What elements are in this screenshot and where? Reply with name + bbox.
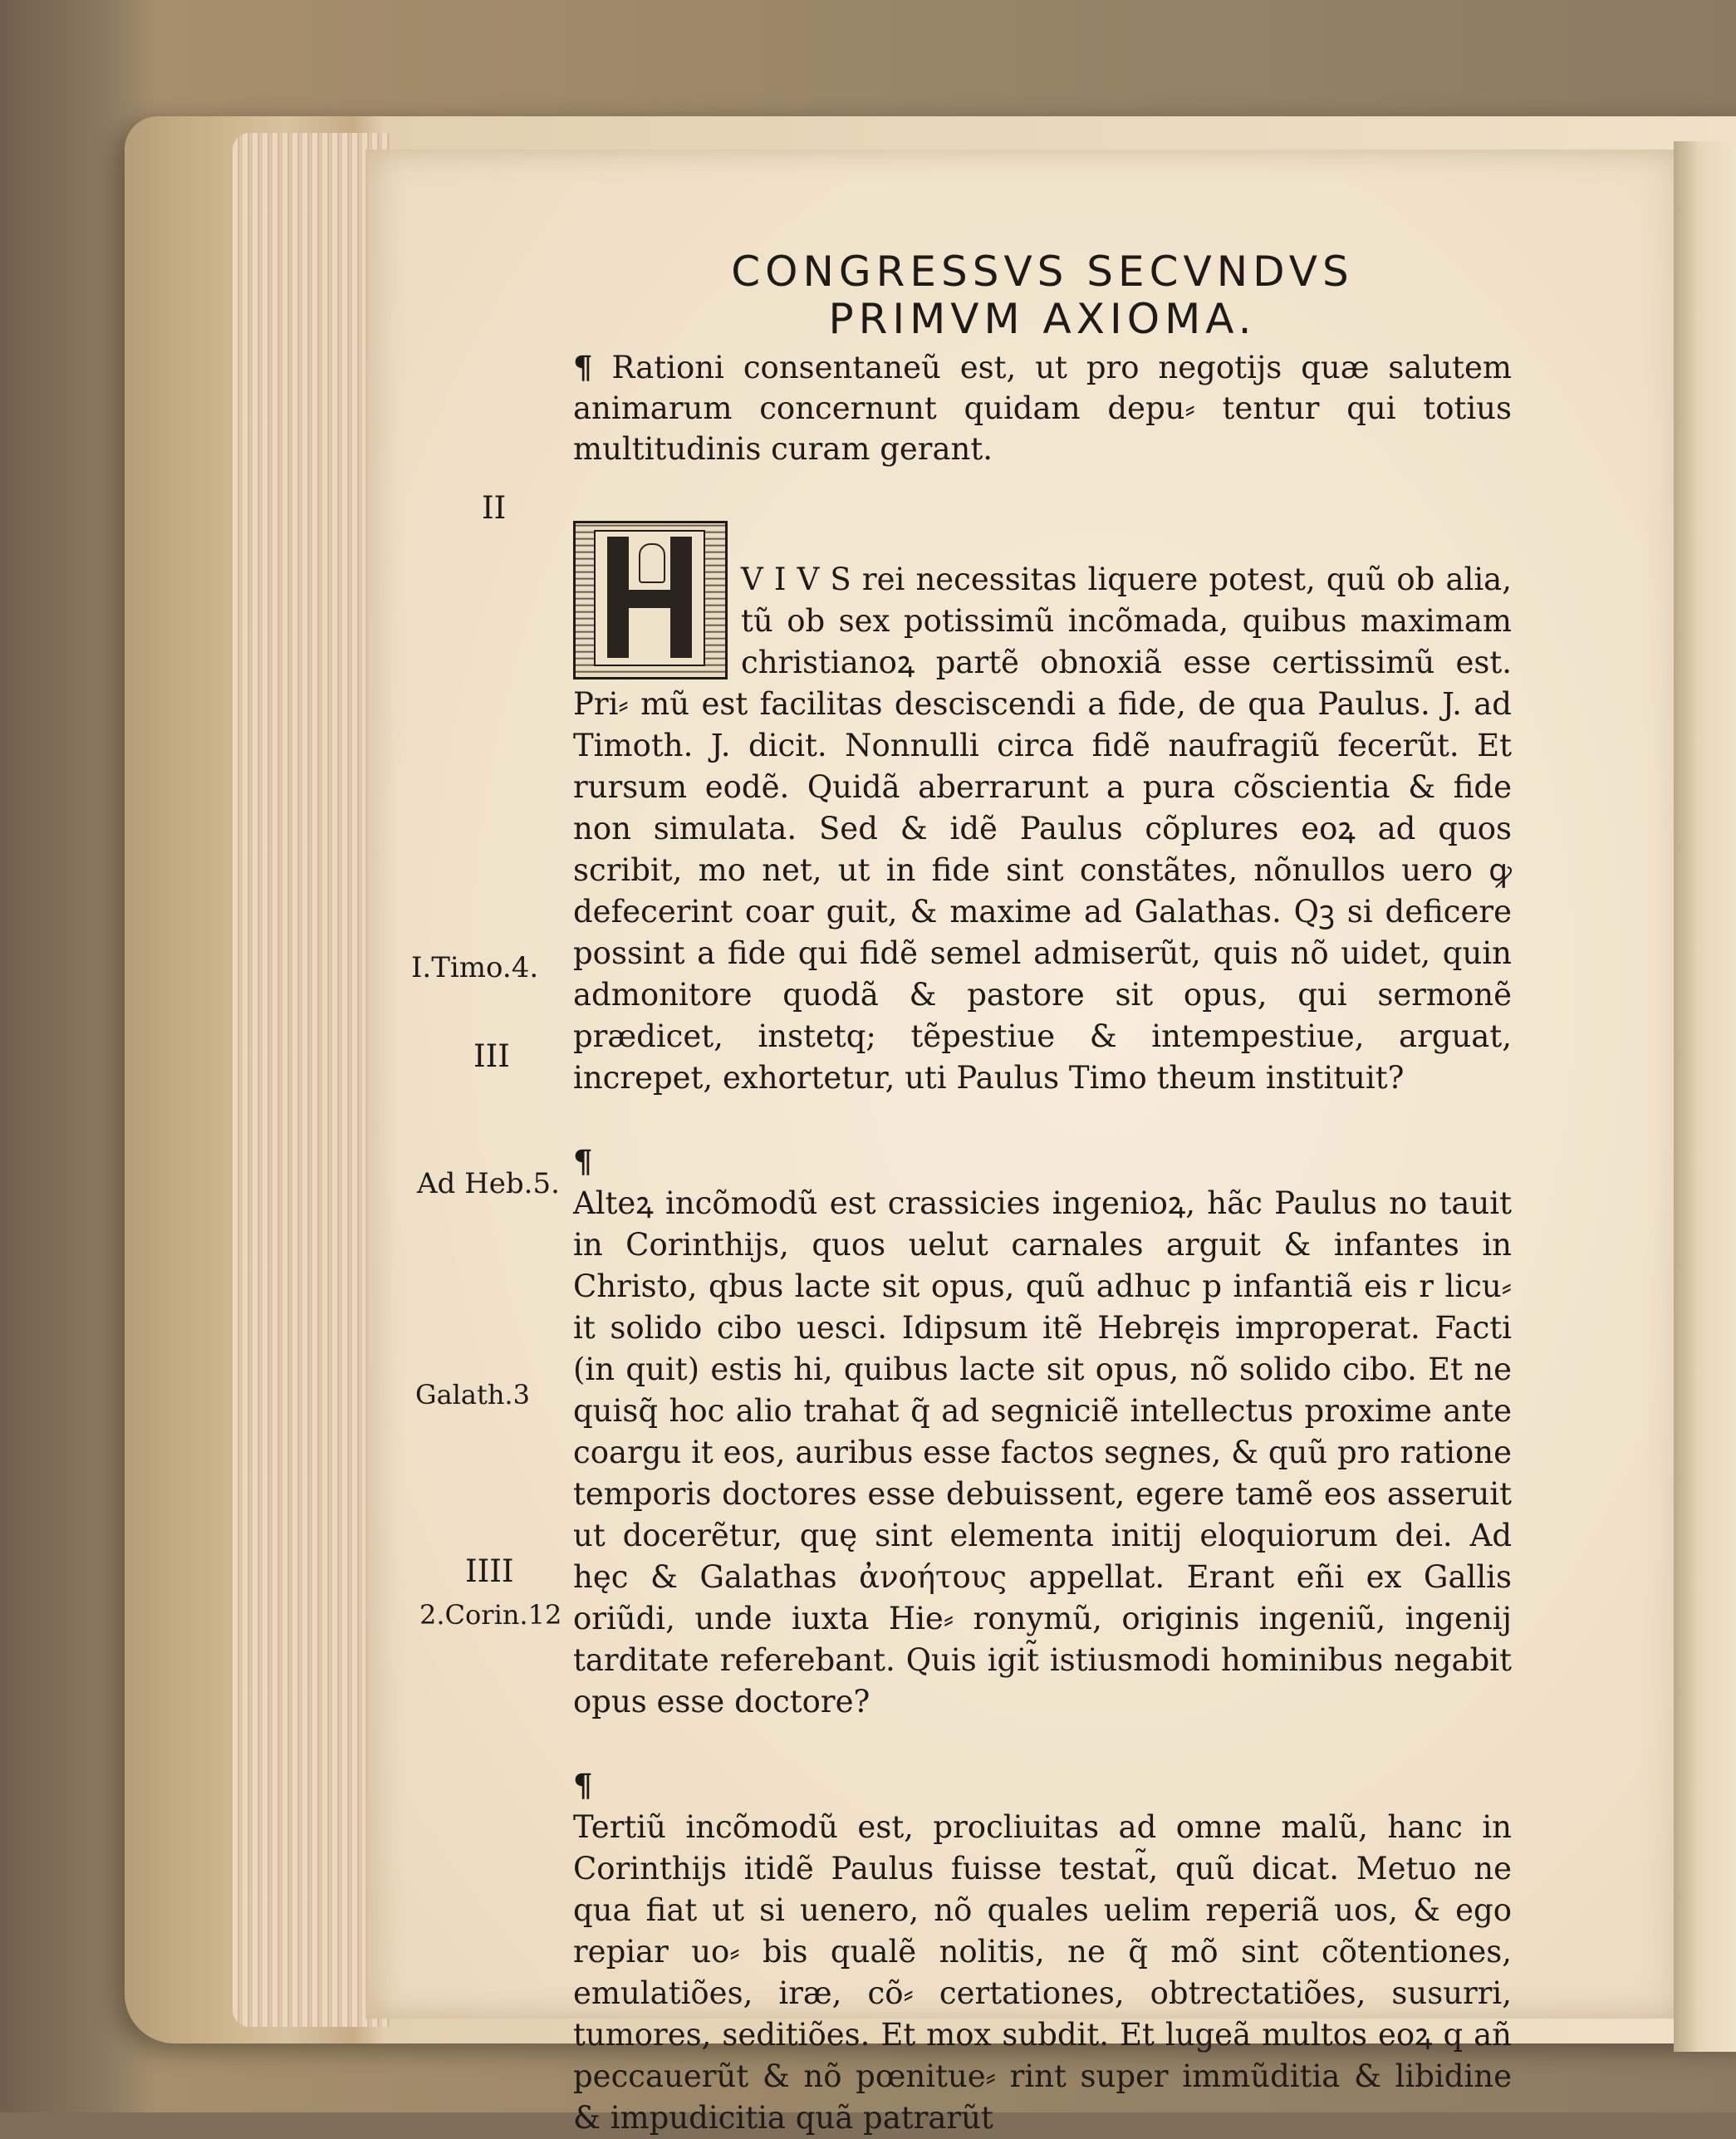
facing-page-gutter bbox=[1674, 141, 1736, 2052]
pilcrow-icon: ¶ bbox=[573, 349, 593, 385]
margin-ref-galatians: Galath.3 bbox=[415, 1379, 530, 1410]
margin-ref-timothy: I.Timo.4. bbox=[411, 951, 539, 984]
text-block bbox=[573, 249, 1512, 2139]
paragraph-1-text: V I V S rei necessitas liquere potest, quũ ob alia, tũ ob sex potissimũ incõmada, quibus maximam christianoꝝ partẽ obnoxiã esse certissimũ est. Pri⸗ mũ est facilitas desciscendi a fide, de qua Paulus. J. ad Timoth. J. dicit. Nonnulli circa fidẽ naufragiũ fecerũt. Et rursum eodẽ. Quidã aberrarunt a pura cõscientia & fide non simulata. Sed & idẽ Paulus cõplures eoꝝ ad quos scribit, mo net, ut in fide sint constãtes, nõnullos uero ꝙ defecerint coar guit, & maxime ad Galathas. Qꝫ si deficere possint a fide qui fidẽ semel admiserũt, quis nõ uidet, quin admonitore quodã & pastore sit opus, qui sermonẽ prædicet, instetq; tẽpestiue & intempestiue, arguat, increpet, exhortetur, uti Paulus Timo theum instituit? bbox=[573, 562, 1512, 1096]
paragraph-1 bbox=[573, 476, 1512, 1099]
section-title: PRIMVM AXIOMA. bbox=[828, 295, 1257, 343]
margin-numeral-2: II bbox=[482, 490, 507, 526]
drop-cap-arch bbox=[639, 543, 665, 583]
axiom-paragraph bbox=[573, 347, 1512, 469]
margin-ref-hebrews: Ad Heb.5. bbox=[417, 1167, 560, 1200]
paragraph-2-text: Alteꝝ incõmodũ est crassicies ingenioꝝ, hãc Paulus no tauit in Corinthijs, quos uelut carnales arguit & infantes in Christo, qbus lacte sit opus, quũ adhuc p infantiã eis r licu⸗ it solido cibo uesci. Idipsum itẽ Hebręis improperat. Facti (in quit) estis hi, quibus lacte sit opus, nõ solido cibo. Et ne quisq̃ hoc alio trahat q̃ ad segniciẽ intellectus proxime ante coargu it eos, auribus esse factos segnes, & quũ pro ratione temporis doctores esse debuissent, egere tamẽ eos asseruit ut docerẽtur, quę sint elementa initij eloquiorum dei. Ad hęc & Galathas ἀνοήτους appellat. Erant eñi ex Gallis oriũdi, unde iuxta Hie⸗ ronymũ, originis ingeniũ, ingenij tarditate referebant. Quis igit̃ istiusmodi hominibus negabit opus esse doctore? bbox=[573, 1185, 1512, 1720]
drop-cap-letter bbox=[594, 530, 705, 666]
margin-numeral-3: III bbox=[473, 1038, 510, 1074]
paragraph-3-text: Tertiũ incõmodũ est, procliuitas ad omne malũ, hanc in Corinthijs itidẽ Paulus fuisse testat̃, quũ dicat. Metuo ne qua fiat ut si uenero, nõ quales uelim reperiã uos, & ego repiar uo⸗ bis qualẽ nolitis, ne q̃ mõ sint cõtentiones, emulatiões, iræ, cõ⸗ certationes, obtrectatiões, susurri, tumores, seditiões. Et mox subdit. Et lugeã multos eoꝝ q añ peccauerũt & nõ pœnitue⸗ rint super immũditia & libidine & impudicitia quã patrarũt bbox=[573, 1809, 1512, 2136]
paragraph-2 bbox=[573, 1099, 1512, 1723]
paragraph-3 bbox=[573, 1723, 1512, 2139]
running-head: CONGRESSVS SECVNDVS bbox=[731, 248, 1354, 296]
axiom-text: Rationi consentaneũ est, ut pro negotijs quæ salutem animarum concernunt quidam depu⸗ tentur qui totius multitudinis curam gerant. bbox=[573, 350, 1512, 467]
margin-numeral-4: IIII bbox=[465, 1553, 514, 1589]
drop-cap-ornament-icon bbox=[573, 521, 728, 679]
margin-ref-corinthians: 2.Corin.12 bbox=[419, 1599, 562, 1631]
drop-cap-bar bbox=[625, 590, 675, 608]
pilcrow-icon: ¶ bbox=[573, 1143, 593, 1180]
pilcrow-icon: ¶ bbox=[573, 1767, 593, 1803]
